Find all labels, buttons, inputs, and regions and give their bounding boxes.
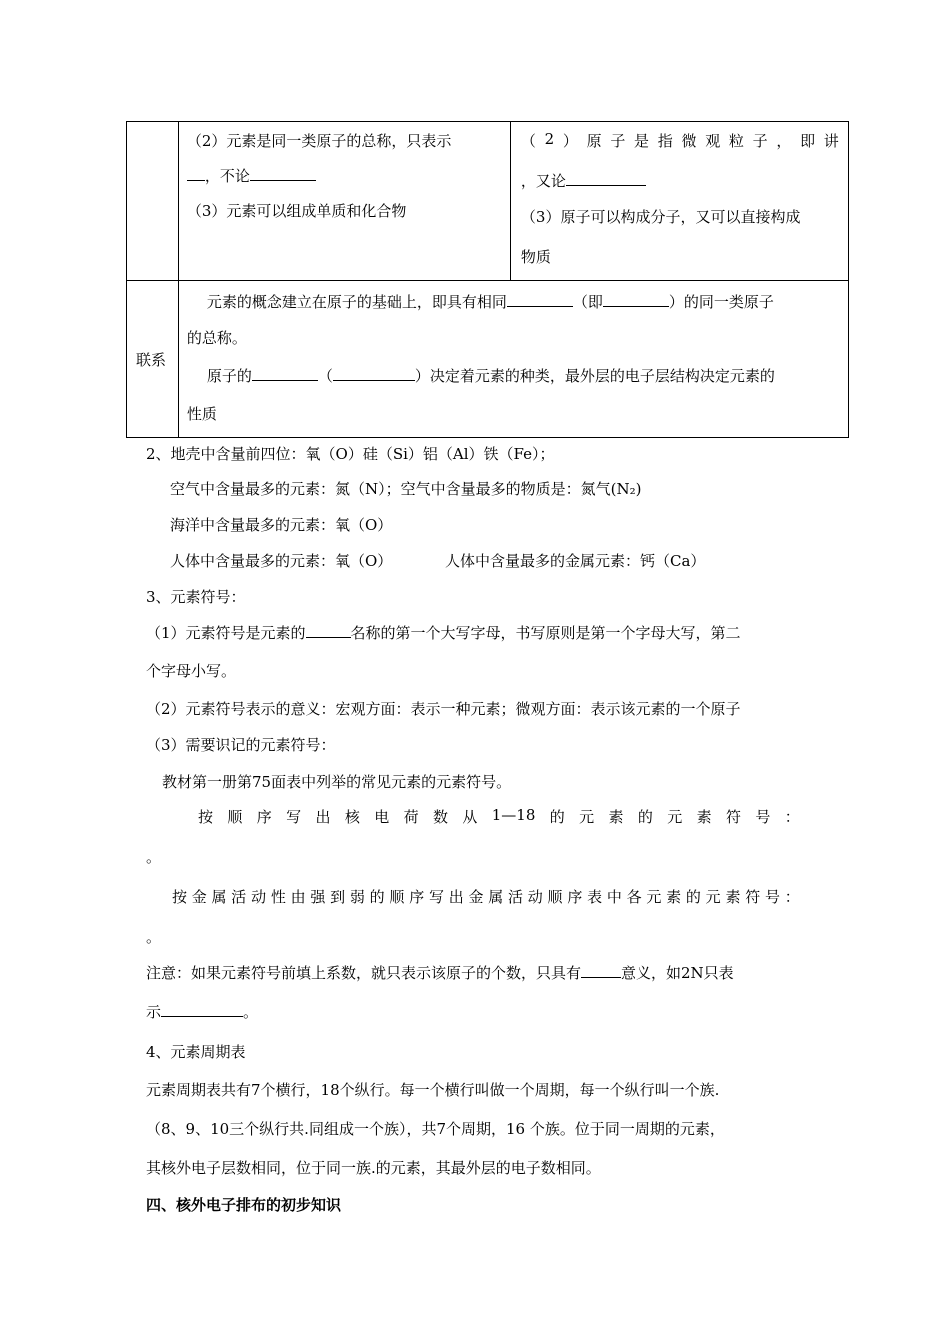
symbols-p6-word: 金 <box>191 888 207 906</box>
symbols-p5-word: 数 <box>433 808 449 826</box>
atom-line1-char: ， <box>776 132 792 150</box>
symbols-p6-word: 顺 <box>547 888 563 906</box>
symbols-p6-word: 弱 <box>349 888 365 906</box>
symbols-p6-word: 强 <box>310 888 326 906</box>
atom-cell <box>510 122 848 281</box>
symbols-note-d: 。 <box>243 1003 259 1021</box>
relation-line2: 的总称。 <box>186 329 247 347</box>
atom-line3: （3）原子可以构成分子，又可以直接构成 <box>520 208 801 226</box>
blank <box>306 623 351 638</box>
relation-label-cell <box>127 281 179 438</box>
symbols-p5-word: 符 <box>726 808 742 826</box>
symbols-note-cont <box>146 1001 258 1022</box>
blank <box>333 366 415 381</box>
atom-line4: 物质 <box>520 248 551 266</box>
symbols-p6-word: 号 <box>764 888 780 906</box>
blank <box>187 166 205 181</box>
element-line1: （2）元素是同一类原子的总称，只表示 <box>186 132 452 150</box>
symbols-p5-word: 号 <box>755 808 771 826</box>
symbols-p5-end: 。 <box>146 848 162 866</box>
symbols-p5-word: 核 <box>344 808 360 826</box>
atom-line1-char: 子 <box>610 132 626 150</box>
periodic-heading: 4、元素周期表 <box>146 1043 246 1061</box>
atom-line1 <box>521 130 839 151</box>
atom-line1-char: 2 <box>544 130 555 148</box>
symbols-p6-word: ： <box>784 888 800 906</box>
body-abundance: 人体中含量最多的元素：氧（O） <box>170 552 393 570</box>
symbols-p1a: （1）元素符号是元素的 <box>146 624 306 642</box>
symbols-note <box>146 962 734 983</box>
symbols-p6-word: 符 <box>745 888 761 906</box>
symbols-p6-word: 属 <box>488 888 504 906</box>
atom-line1-char: 指 <box>657 132 673 150</box>
atom-line1-char: 粒 <box>728 132 744 150</box>
element-line2 <box>187 165 316 186</box>
blank <box>603 292 669 307</box>
blank <box>581 963 621 978</box>
symbols-p6-word: 表 <box>587 888 603 906</box>
symbols-p6-word: 活 <box>231 888 247 906</box>
symbols-p3: （3）需要识记的元素符号： <box>146 736 336 754</box>
relation-line3b: （ <box>317 367 333 385</box>
symbols-p5-word: 的 <box>637 808 653 826</box>
symbols-p6-word: 属 <box>211 888 227 906</box>
symbols-p1 <box>146 622 741 643</box>
periodic-line2: （8、9、10三个纵行共.同组成一个族），共7个周期，16 个族。位于同一周期的元素， <box>146 1120 725 1138</box>
atom-line1-char: 即 <box>800 132 816 150</box>
symbols-p5-word: 写 <box>286 808 302 826</box>
symbols-p6-word: 活 <box>508 888 524 906</box>
relation-line1a: 元素的概念建立在原子的基础上，即具有相同 <box>206 293 507 311</box>
blank <box>252 366 318 381</box>
symbols-p5-word: 从 <box>462 808 478 826</box>
symbols-note-c: 示 <box>146 1003 162 1021</box>
symbols-p5 <box>198 806 800 827</box>
air-abundance: 空气中含量最多的元素：氮（N）；空气中含量最多的物质是：氮气(N₂) <box>170 480 642 498</box>
relation-cell <box>178 281 848 438</box>
symbols-p6-word: 动 <box>527 888 543 906</box>
symbols-heading: 3、元素符号： <box>146 588 246 606</box>
symbols-p5-word: 出 <box>315 808 331 826</box>
symbols-p5-word: 的 <box>549 808 565 826</box>
symbols-p5-word: 1—18 <box>491 806 536 824</box>
atom-line2 <box>521 170 646 191</box>
symbols-p5-word: 素 <box>696 808 712 826</box>
table-row1-label-cell <box>127 122 179 281</box>
symbols-p6-word: 出 <box>448 888 464 906</box>
atom-line1-char: 微 <box>681 132 697 150</box>
symbols-p5-word: 电 <box>374 808 390 826</box>
symbols-p6-word: 的 <box>369 888 385 906</box>
blank <box>507 292 573 307</box>
symbols-p6-word: 的 <box>685 888 701 906</box>
symbols-p5-word: 荷 <box>403 808 419 826</box>
relation-label: 联系 <box>136 351 167 369</box>
symbols-p1-cont: 个字母小写。 <box>146 662 237 680</box>
symbols-p5-word: 元 <box>579 808 595 826</box>
symbols-note-b: 意义，如2N只表 <box>621 964 734 982</box>
blank <box>161 1002 243 1017</box>
periodic-line1: 元素周期表共有7个横行，18个纵行。每一个横行叫做一个周期，每一个纵行叫一个族. <box>146 1081 720 1099</box>
symbols-p6-word: 顺 <box>389 888 405 906</box>
symbols-p5-word: 元 <box>667 808 683 826</box>
symbols-p6-word: 序 <box>409 888 425 906</box>
periodic-line3: 其核外电子层数相同，位于同一族.的元素，其最外层的电子数相同。 <box>146 1159 601 1177</box>
section-heading: 四、核外电子排布的初步知识 <box>146 1196 342 1214</box>
crust-abundance: 2、地壳中含量前四位：氧（O）硅（Si）铝（Al）铁（Fe）； <box>146 445 555 463</box>
relation-line1b: （即 <box>572 293 603 311</box>
element-cell <box>178 122 510 281</box>
atom-line1-char: 原 <box>586 132 602 150</box>
ocean-abundance: 海洋中含量最多的元素：氧（O） <box>170 516 393 534</box>
symbols-p6-word: 序 <box>567 888 583 906</box>
symbols-p5-word: 顺 <box>227 808 243 826</box>
relation-line3c: ）决定着元素的种类，最外层的电子层结构决定元素的 <box>414 367 775 385</box>
symbols-p5-word: 素 <box>608 808 624 826</box>
blank <box>566 171 646 186</box>
symbols-p6-word: 元 <box>705 888 721 906</box>
symbols-p1b: 名称的第一个大写字母，书写原则是第一个字母大写，第二 <box>350 624 741 642</box>
body-metal-abundance: 人体中含量最多的金属元素：钙（Ca） <box>445 552 706 570</box>
atom-line2-text: ，又论 <box>520 172 566 190</box>
symbols-p6-word: 素 <box>666 888 682 906</box>
comparison-table <box>126 121 849 438</box>
symbols-p6-word: 由 <box>290 888 306 906</box>
symbols-p6-word: 素 <box>725 888 741 906</box>
symbols-p6-end: 。 <box>146 928 162 946</box>
symbols-p6 <box>172 886 800 907</box>
symbols-p4: 教材第一册第75面表中列举的常见元素的元素符号。 <box>162 773 512 791</box>
relation-line1c: ）的同一类原子 <box>668 293 774 311</box>
symbols-p5-word: 按 <box>198 808 214 826</box>
relation-line3 <box>207 365 775 386</box>
atom-line1-char: （ <box>520 132 536 150</box>
symbols-p2: （2）元素符号表示的意义：宏观方面：表示一种元素；微观方面：表示该元素的一个原子 <box>146 700 741 718</box>
atom-line1-char: 讲 <box>823 132 839 150</box>
blank <box>250 166 316 181</box>
symbols-p5-word: ： <box>784 808 800 826</box>
relation-line4: 性质 <box>186 405 217 423</box>
symbols-note-a: 注意：如果元素符号前填上系数，就只表示该原子的个数，只具有 <box>146 964 582 982</box>
element-line3: （3）元素可以组成单质和化合物 <box>186 202 407 220</box>
symbols-p6-word: 按 <box>172 888 188 906</box>
symbols-p6-word: 各 <box>626 888 642 906</box>
atom-line1-char: 观 <box>705 132 721 150</box>
symbols-p6-word: 中 <box>606 888 622 906</box>
atom-line1-char: ） <box>562 132 578 150</box>
relation-line3a: 原子的 <box>206 367 252 385</box>
symbols-p6-word: 性 <box>270 888 286 906</box>
symbols-p6-word: 金 <box>468 888 484 906</box>
symbols-p6-word: 动 <box>251 888 267 906</box>
relation-line1 <box>207 291 774 312</box>
symbols-p6-word: 写 <box>428 888 444 906</box>
element-line2-text: ，不论 <box>204 167 250 185</box>
symbols-p6-word: 元 <box>646 888 662 906</box>
atom-line1-char: 子 <box>752 132 768 150</box>
atom-line1-char: 是 <box>634 132 650 150</box>
symbols-p6-word: 到 <box>330 888 346 906</box>
symbols-p5-word: 序 <box>256 808 272 826</box>
